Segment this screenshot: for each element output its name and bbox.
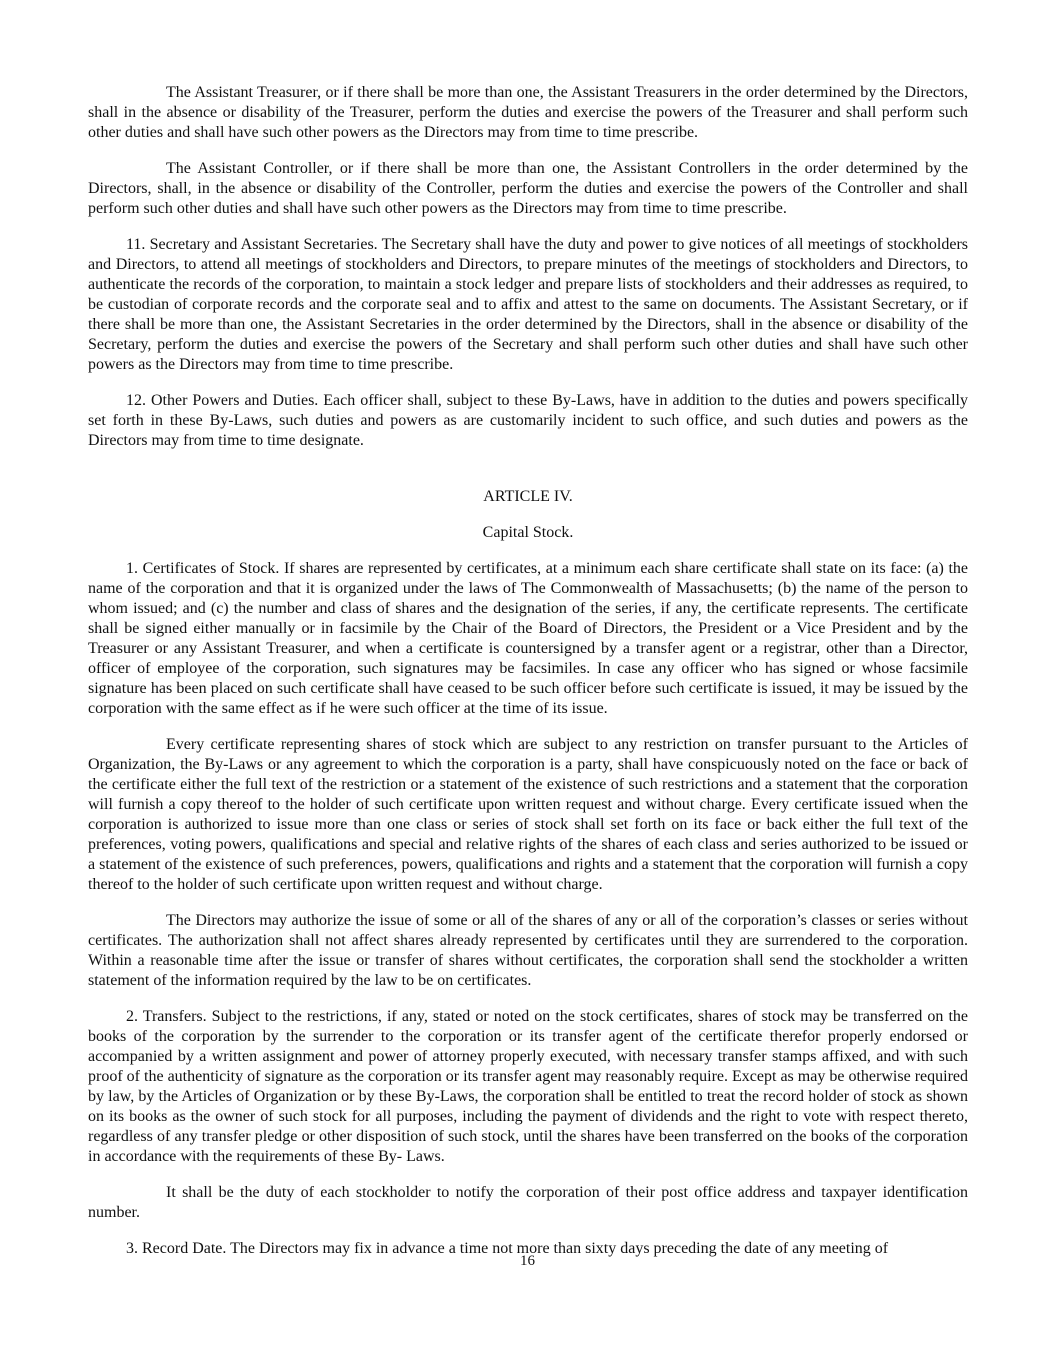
paragraph-assistant-controller: The Assistant Controller, or if there shall be more than one, the Assistant Controllers in the order determined by the Directors, shall, in the absence or disability of the Controller, perform the duties and exercise the powers of the Controller and shall perform such other duties and shall have such other powers as the Directors may from time to time prescribe.	[88, 160, 968, 217]
paragraph-certificates-of-stock: 1. Certificates of Stock. If shares are represented by certificates, at a minimum each share certificate shall state on its face: (a) the name of the corporation and that it is organized under the laws of The Commonwealth of Massachusetts; (b) the name of the person to whom issued; and (c) the number and class of shares and the designation of the series, if any, the certificate represents. The certificate shall be signed either manually or in facsimile by the Chair of the Board of Directors, the President or a Vice President and by the Treasurer or any Assistant Treasurer, and when a certificate is countersigned by a transfer agent or a registrar, other than a Director, officer of employee of the corporation, such signatures may be facsimiles. In case any officer who has signed or whose facsimile signature has been placed on such certificate shall have ceased to be such officer before such certificate is issued, it may be issued by the corporation with the same effect as if he were such officer at the time of its issue.	[88, 560, 968, 717]
paragraph-transfers: 2. Transfers. Subject to the restrictions, if any, stated or noted on the stock certificates, shares of stock may be transferred on the books of the corporation by the surrender to the corporation or its transfer agent of the certificate therefor properly endorsed or accompanied by a written assignment and power of attorney properly executed, with necessary transfer stamps affixed, and with such proof of the authenticity of signature as the corporation or its transfer agent may reasonably require. Except as may be otherwise required by law, by the Articles of Organization or by these By-Laws, the corporation shall be entitled to treat the record holder of stock as shown on its books as the owner of such stock for all purposes, including the payment of dividends and the right to vote with respect thereto, regardless of any transfer pledge or other disposition of such stock, until the shares have been transferred on the books of the corporation in accordance with the requirements of these By- Laws.	[88, 1008, 968, 1165]
document-body	[88, 83, 968, 1275]
paragraph-assistant-treasurer: The Assistant Treasurer, or if there shall be more than one, the Assistant Treasurers in the order determined by the Directors, shall in the absence or disability of the Treasurer, perform the duties and exercise the powers of the Treasurer and shall perform such other duties and shall have such other powers as the Directors may from time to time prescribe.	[88, 84, 968, 141]
paragraph-record-date: 3. Record Date. The Directors may fix in advance a time not more than sixty days preceding the date of any meeting of	[126, 1240, 889, 1257]
paragraph-other-powers: 12. Other Powers and Duties. Each officer shall, subject to these By-Laws, have in addition to the duties and powers specifically set forth in these By-Laws, such duties and powers as are customarily incident to such office, and such duties and powers as the Directors may from time to time designate.	[88, 392, 968, 449]
paragraph-uncertificated-shares: The Directors may authorize the issue of some or all of the shares of any or all of the corporation’s classes or series without certificates. The authorization shall not affect shares already represented by certificates until they are surrendered to the corporation. Within a reasonable time after the issue or transfer of shares without certificates, the corporation shall send the stockholder a written statement of the information required by the law to be on certificates.	[88, 912, 968, 989]
page-number: 16	[520, 1253, 535, 1269]
paragraph-stockholder-duty: It shall be the duty of each stockholder to notify the corporation of their post office address and taxpayer identification number.	[88, 1184, 968, 1221]
article-title: Capital Stock.	[482, 524, 574, 541]
paragraph-secretary: 11. Secretary and Assistant Secretaries. The Secretary shall have the duty and power to give notices of all meetings of stockholders and Directors, to attend all meetings of stockholders and Directors, to prepare minutes of the meetings of stockholders and Directors, to authenticate the records of the corporation, to maintain a stock ledger and prepare lists of stockholders and their addresses as required, to be custodian of corporate records and the corporate seal and to affix and attest to the same on documents. The Assistant Secretary, or if there shall be more than one, the Assistant Secretaries in the order determined by the Directors, shall in the absence or disability of the Secretary, perform the duties and exercise the powers of the Secretary and shall perform such other duties and shall have such other powers as the Directors may from time to time prescribe.	[88, 236, 968, 373]
paragraph-certificate-restrictions: Every certificate representing shares of stock which are subject to any restriction on transfer pursuant to the Articles of Organization, the By-Laws or any agreement to which the corporation is a party, shall have conspicuously noted on the face or back of the certificate either the full text of the restriction or a statement of the existence of such restrictions and a statement that the corporation will furnish a copy thereof to the holder of such certificate upon written request and without charge. Every certificate issued when the corporation is authorized to issue more than one class or series of stock shall set forth on its face or back either the full text of the preferences, voting powers, qualifications and special and relative rights of the shares of each class and series authorized to be issued or a statement of the existence of such preferences, powers, qualifications and rights and a statement that the corporation will furnish a copy thereof to the holder of such certificate upon written request and without charge.	[88, 736, 968, 893]
article-heading: ARTICLE IV.	[483, 488, 573, 505]
